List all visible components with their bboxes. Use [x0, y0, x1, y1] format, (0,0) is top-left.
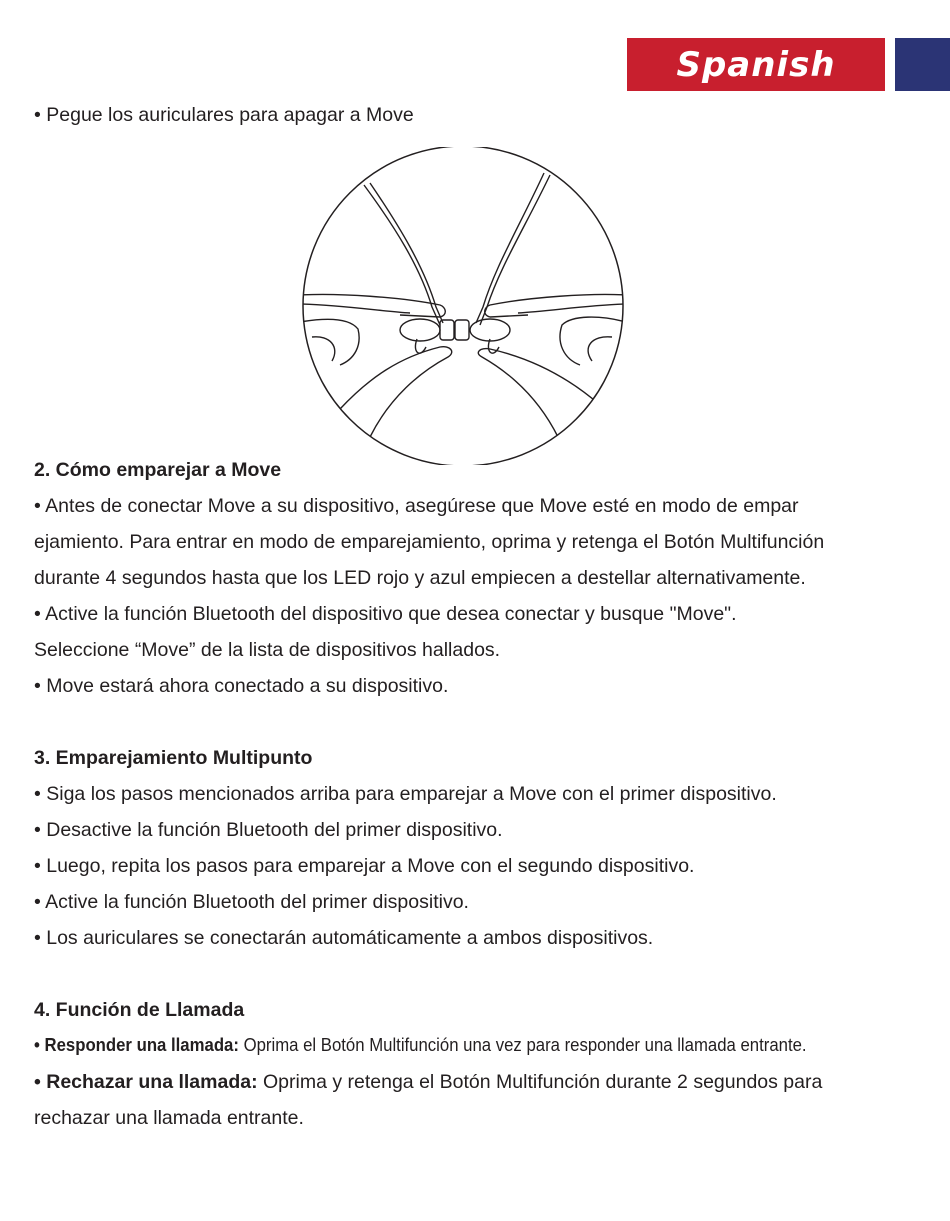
section-2-line: • Antes de conectar Move a su dispositivo, asegúrese que Move esté en modo de empar: [34, 495, 799, 517]
section-4-title: 4. Función de Llamada: [34, 999, 245, 1021]
reject-call-text: Oprima y retenga el Botón Multifunción durante 2 segundos para: [257, 1071, 823, 1093]
language-tab: [627, 38, 885, 91]
language-tab-label: Spanish: [676, 44, 836, 85]
section-3-title: 3. Emparejamiento Multipunto: [34, 747, 313, 769]
reject-call-label: • Rechazar una llamada:: [34, 1071, 258, 1093]
section-2-line: ejamiento. Para entrar en modo de emparejamiento, oprima y retenga el Botón Multifunción: [34, 531, 825, 553]
section-2-title: 2. Cómo emparejar a Move: [34, 459, 282, 481]
blue-tab: [895, 38, 950, 91]
section-3-line: • Luego, repita los pasos para emparejar a Move con el segundo dispositivo.: [34, 855, 695, 877]
section-2-line: Seleccione “Move” de la lista de dispositivos hallados.: [34, 639, 501, 661]
reject-call-line-2: rechazar una llamada entrante.: [34, 1107, 304, 1129]
answer-call-label: • Responder una llamada:: [34, 1035, 239, 1055]
section-2-line: • Active la función Bluetooth del dispositivo que desea conectar y busque "Move".: [34, 603, 737, 625]
earbuds-magnet-illustration: [300, 147, 626, 465]
reject-call-line: [34, 1070, 822, 1094]
answer-call-line: [34, 1033, 807, 1057]
section-2-line: durante 4 segundos hasta que los LED rojo y azul empiecen a destellar alternativamente.: [34, 567, 806, 589]
section-3-line: • Active la función Bluetooth del primer dispositivo.: [34, 891, 469, 913]
intro-bullet: • Pegue los auriculares para apagar a Move: [34, 104, 414, 126]
section-3-line: • Desactive la función Bluetooth del primer dispositivo.: [34, 819, 503, 841]
section-2-line: • Move estará ahora conectado a su dispositivo.: [34, 675, 449, 697]
answer-call-text: Oprima el Botón Multifunción una vez para responder una llamada entrante.: [238, 1035, 807, 1055]
section-3-line: • Siga los pasos mencionados arriba para emparejar a Move con el primer dispositivo.: [34, 783, 777, 805]
section-3-line: • Los auriculares se conectarán automáticamente a ambos dispositivos.: [34, 927, 654, 949]
